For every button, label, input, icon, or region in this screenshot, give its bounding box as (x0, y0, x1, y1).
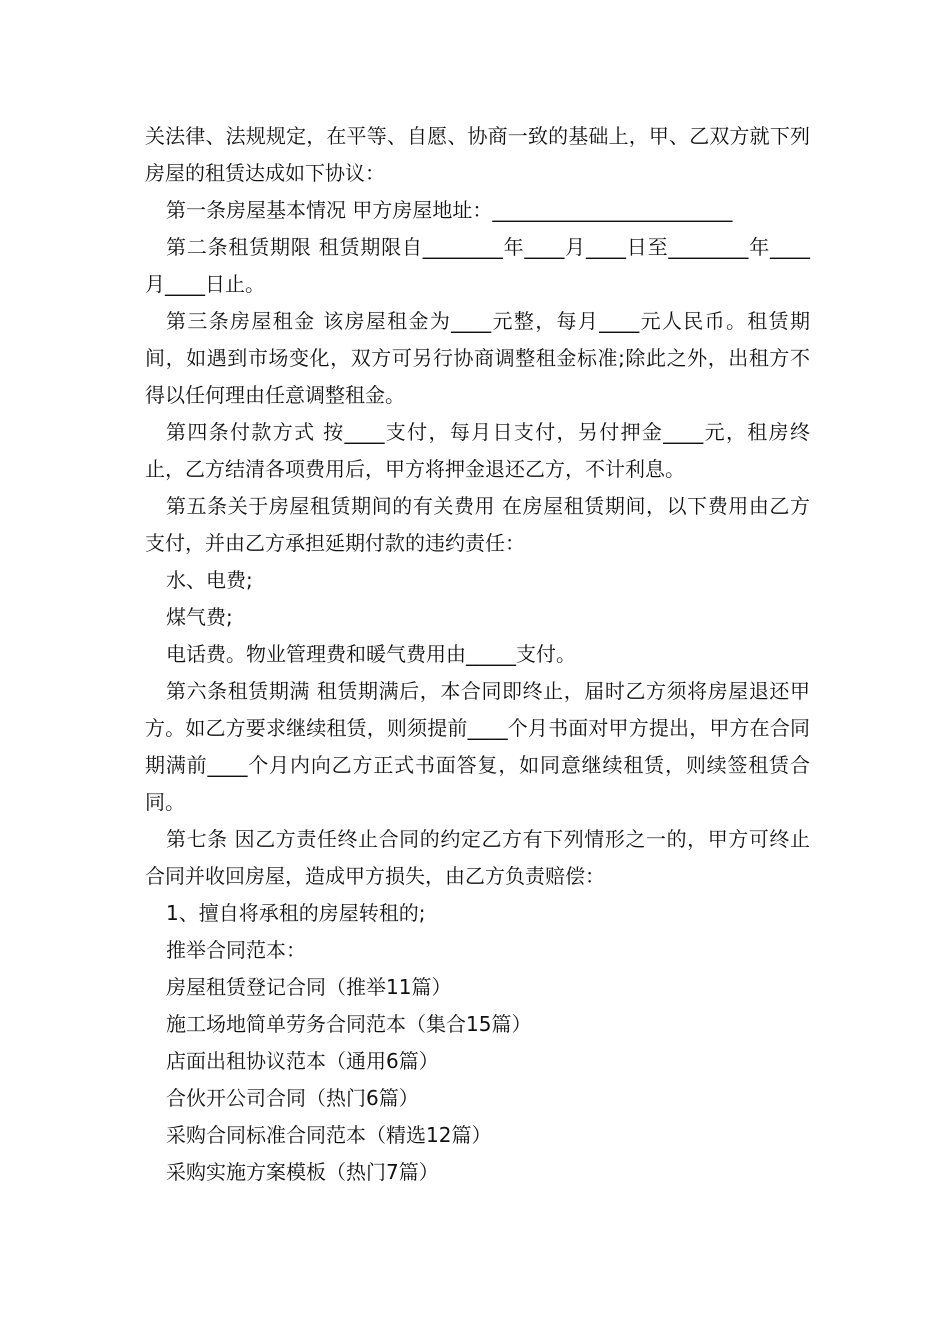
document-body (145, 118, 810, 1191)
related-link[interactable]: 合伙开公司合同（热门6篇） (166, 1086, 419, 1110)
related-link[interactable]: 房屋租赁登记合同（推举11篇） (166, 975, 452, 999)
expense-item-gas: 煤气费; (166, 605, 233, 629)
article-7-termination: 第七条 因乙方责任终止合同的约定乙方有下列情形之一的，甲方可终止合同并收回房屋，造成甲方损失，由乙方负责赔偿： (145, 827, 810, 888)
expense-item-water-electricity: 水、电费; (166, 568, 253, 592)
article-4-payment-method: 第四条付款方式 按____支付，每月日支付，另付押金____元，租房终止，乙方结清各项费用后，甲方将押金退还乙方，不计利息。 (145, 420, 810, 481)
related-heading: 推举合同范本： (166, 938, 306, 962)
intro-paragraph: 关法律、法规规定，在平等、自愿、协商一致的基础上，甲、乙双方就下列房屋的租赁达成如下协议： (145, 124, 810, 185)
article-6-lease-expiry: 第六条租赁期满 租赁期满后，本合同即终止，届时乙方须将房屋退还甲方。如乙方要求继续租赁，则须提前____个月书面对甲方提出，甲方在合同期满前____个月内向乙方正式书面答复，如同意继续租赁，则续签租赁合同。 (145, 679, 810, 814)
article-2-lease-term: 第二条租赁期限 租赁期限自________年____月____日至________年____月____日止。 (145, 235, 810, 296)
related-link[interactable]: 采购实施方案模板（热门7篇） (166, 1160, 439, 1184)
related-link[interactable]: 采购合同标准合同范本（精选12篇） (166, 1123, 492, 1147)
termination-clause-1: 1、擅自将承租的房屋转租的; (166, 901, 426, 925)
related-link[interactable]: 店面出租协议范本（通用6篇） (166, 1049, 439, 1073)
article-3-rent: 第三条房屋租金 该房屋租金为____元整，每月____元人民币。租赁期间，如遇到市场变化，双方可另行协商调整租金标准;除此之外，出租方不得以任何理由任意调整租金。 (145, 309, 810, 407)
related-link[interactable]: 施工场地简单劳务合同范本（集合15篇） (166, 1012, 532, 1036)
article-1-property-info: 第一条房屋基本情况 甲方房屋地址：________________________ (166, 198, 733, 222)
article-5-expenses: 第五条关于房屋租赁期间的有关费用 在房屋租赁期间，以下费用由乙方支付，并由乙方承担延期付款的违约责任： (145, 494, 810, 555)
expense-item-phone: 电话费。物业管理费和暖气费用由_____支付。 (166, 642, 576, 666)
